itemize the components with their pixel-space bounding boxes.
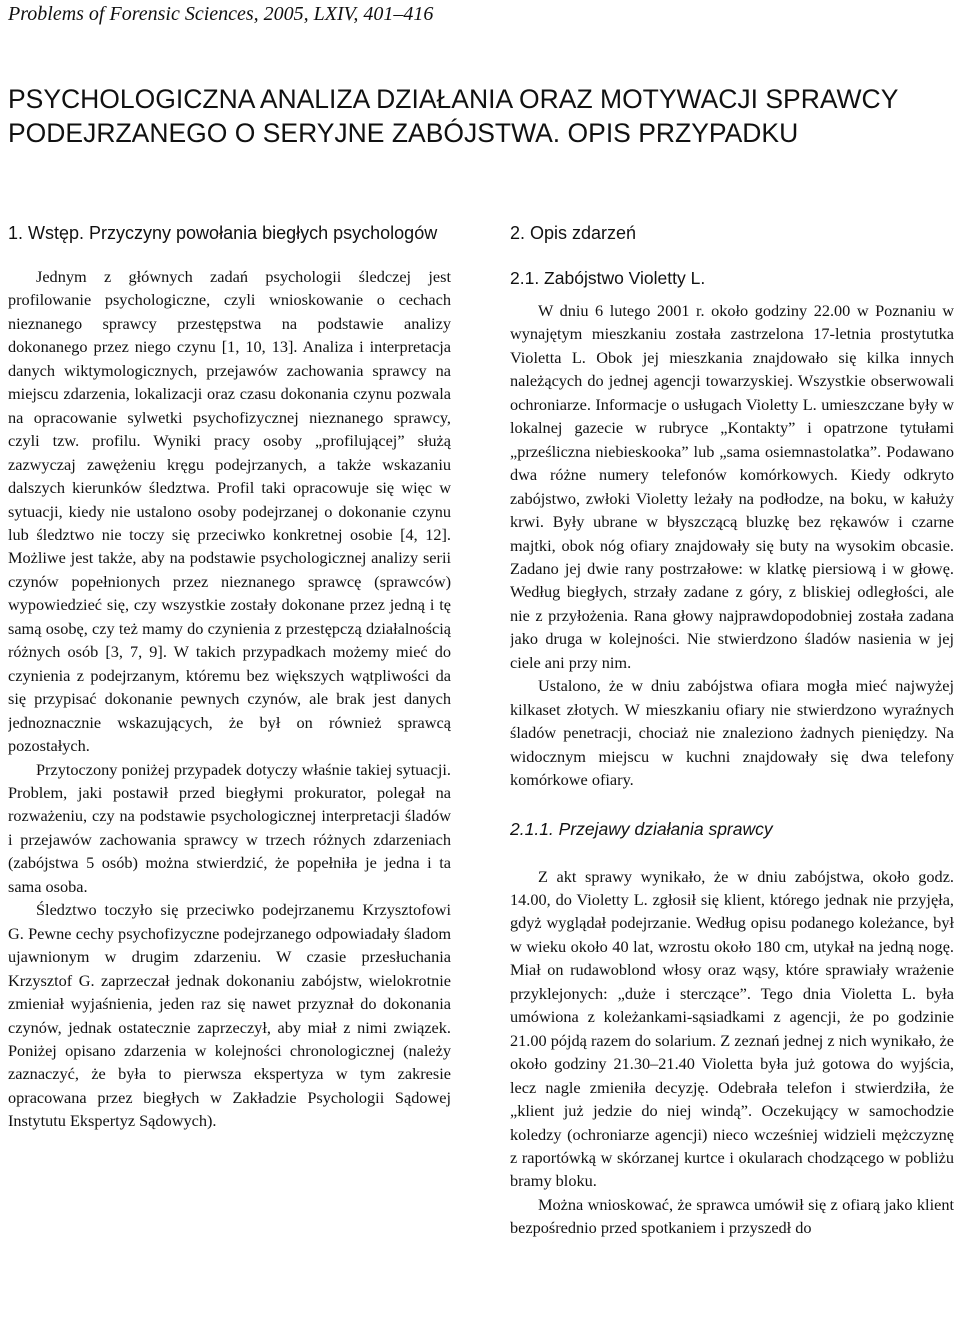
- subsection-heading: 2.1. Zabójstwo Violetty L.: [510, 268, 706, 288]
- subsubsection-heading: 2.1.1. Przejawy działania sprawcy: [510, 818, 773, 839]
- paragraph: Z akt sprawy wynikało, że w dniu zabójstwa, około godz. 14.00, do Violetty L. zgłosił się klient, którego jednak nie przyjęła, gdyż wyglądał podejrzanie. Według opisu podanego koleżance, był w wieku około 40 lat, wzrostu około 180 cm, utykał na jedną nogę. Miał on rudawoblond włosy oraz wąsy, które sprawiały wrażenie przyklejonych: „duże i sterczące”. Tego dnia Violetta L. była umówiona z koleżankami-sąsiadkami z agencji, że po godzinie 21.00 pójdą razem do solarium. Z zeznań jednej z nich wynikało, że około godziny 21.30–21.40 Violetta była już gotowa do wyjścia, lecz nagle zmieniła decyzję. Odebrała telefon i stwierdziła, że „klient już jedzie do niej windą”. Oczekujący w samochodzie koledzy (ochroniarze agencji) nieco wcześniej widzieli mężczyznę z raportówką w skórzanej kurtce i okularach chodzącego w pobliżu bramy bloku.: [510, 866, 954, 1191]
- article-title: PSYCHOLOGICZNA ANALIZA DZIAŁANIA ORAZ MOTYWACJI SPRAWCY PODEJRZANEGO O SERYJNE ZABÓJSTWA. OPIS PRZYPADKU: [8, 84, 898, 148]
- paragraph: Można wnioskować, że sprawca umówił się z ofiarą jako klient bezpośrednio przed spotkaniem i przyszedł do: [510, 1194, 954, 1238]
- left-column: [8, 222, 451, 1322]
- paragraph: Śledztwo toczyło się przeciwko podejrzanemu Krzysztofowi G. Pewne cechy psychofizyczne podejrzanego odpowiadały śladom ujawnionym w drugim zdarzeniu. W czasie przesłuchania Krzysztof G. zaprzeczał jednak dokonaniu zabójstw, wielokrotnie zmieniał wyjaśnienia, jeden raz się nawet przyznał do dokonania czynów, jednak ostatecznie zaprzeczył, aby miał z nimi związek. Poniżej opisano zdarzenia w kolejności chronologicznej (należy zaznaczyć, że była to pierwsza ekspertyza w tym zakresie opracowana przez biegłych w Zakładzie Psychologii Sądowej Instytutu Ekspertyz Sądowych).: [8, 900, 451, 1131]
- paragraph: Ustalono, że w dniu zabójstwa ofiara mogła mieć najwyżej kilkaset złotych. W mieszkaniu ofiary nie stwierdzono wyraźnych śladów penetracji, chociaż nie znaleziono żadnych pieniędzy. Na widocznym miejscu w kuchni znajdowały się dwa telefony komórkowe ofiary.: [510, 676, 954, 790]
- journal-header: Problems of Forensic Sciences, 2005, LXIV, 401–416: [8, 3, 434, 25]
- paragraph: Jednym z głównych zadań psychologii śledczej jest profilowanie psychologiczne, czyli wnioskowanie o cechach nieznanego sprawcy przestępstwa na podstawie analizy dokonanego przez niego czynu [1, 10, 13]. Analiza i interpretacja danych wiktymologicznych, przejawów zachowania sprawcy na miejscu zdarzenia, lokalizacji oraz czasu dokonania czynu pozwala na opracowanie sylwetki psychofizycznej nieznanego sprawcy, czyli tzw. profilu. Wyniki pracy osoby „profilującej” służą zazwyczaj zawężeniu kręgu podejrzanych, a także wskazaniu dalszych kierunków śledztwa. Profil taki opracowuje się więc w sytuacji, kiedy nie ustalono osoby podejrzanej o dokonanie czynu lub śledztwo nie toczy się przeciwko konkretnej osobie [4, 12]. Możliwe jest także, aby na podstawie psychologicznej analizy serii czynów popełnionych przez nieznanego sprawcę (sprawców) wypowiedzieć się, czy wszystkie zostały dokonane przez jedną i tę samą osobę, czy też mamy do czynienia z przestępczą działalnością różnych osób [3, 7, 9]. W takich przypadkach możemy mieć do czynienia z podejrzanym, któremu bez większych wątpliwości da się przypisać dokonanie pewnych czynów, ale brak jest danych jednoznacznie wskazujących, że był on również sprawcą pozostałych.: [8, 267, 451, 756]
- section-heading-introduction: 1. Wstęp. Przyczyny powołania biegłych psychologów: [8, 223, 438, 243]
- right-column: [510, 222, 954, 1322]
- paragraph: Przytoczony poniżej przypadek dotyczy właśnie takiej sytuacji. Problem, jaki postawił przed biegłymi prokurator, polegał na rozważeniu, czy na podstawie psychologicznej interpretacji śladów i przejawów zachowania sprawcy w trzech różnych zdarzeniach (zabójstwa 5 osób) można stwierdzić, że popełniła je jedna i ta sama osoba.: [8, 759, 451, 896]
- section-heading-events: 2. Opis zdarzeń: [510, 223, 637, 243]
- paragraph: W dniu 6 lutego 2001 r. około godziny 22.00 w Poznaniu w wynajętym mieszkaniu została zastrzelona 17-letnia prostytutka Violetta L. Obok jej mieszkania znajdowało się kilka innych należących do jednej agencji towarzyskiej. Wszystkie obserwowali ochroniarze. Informacje o usługach Violetty L. umieszczane były w lokalnej gazecie w rubryce „Kontakty” i opatrzone tytułami „prześliczna niebieskooka” lub „sama osiemnastolatka”. Podawano dwa różne numery telefonów komórkowych. Kiedy odkryto zabójstwo, zwłoki Violetty leżały na podłodze, na boku, w kałuży krwi. Były ubrane w błyszczącą bluzkę bez rękawów i czarne majtki, obok nóg ofiary znajdowały się buty na wysokim obcasie. Zadano jej dwie rany postrzałowe: w klatkę piersiową i w głowę. Według biegłych, strzały zadane z góry, z bliskiej odległości, ale nie z przyłożenia. Rana głowy najprawdopodobniej została zadana jako druga w kolejności. Nie stwierdzono śladów nasienia w jej ciele ani przy nim.: [510, 301, 954, 672]
